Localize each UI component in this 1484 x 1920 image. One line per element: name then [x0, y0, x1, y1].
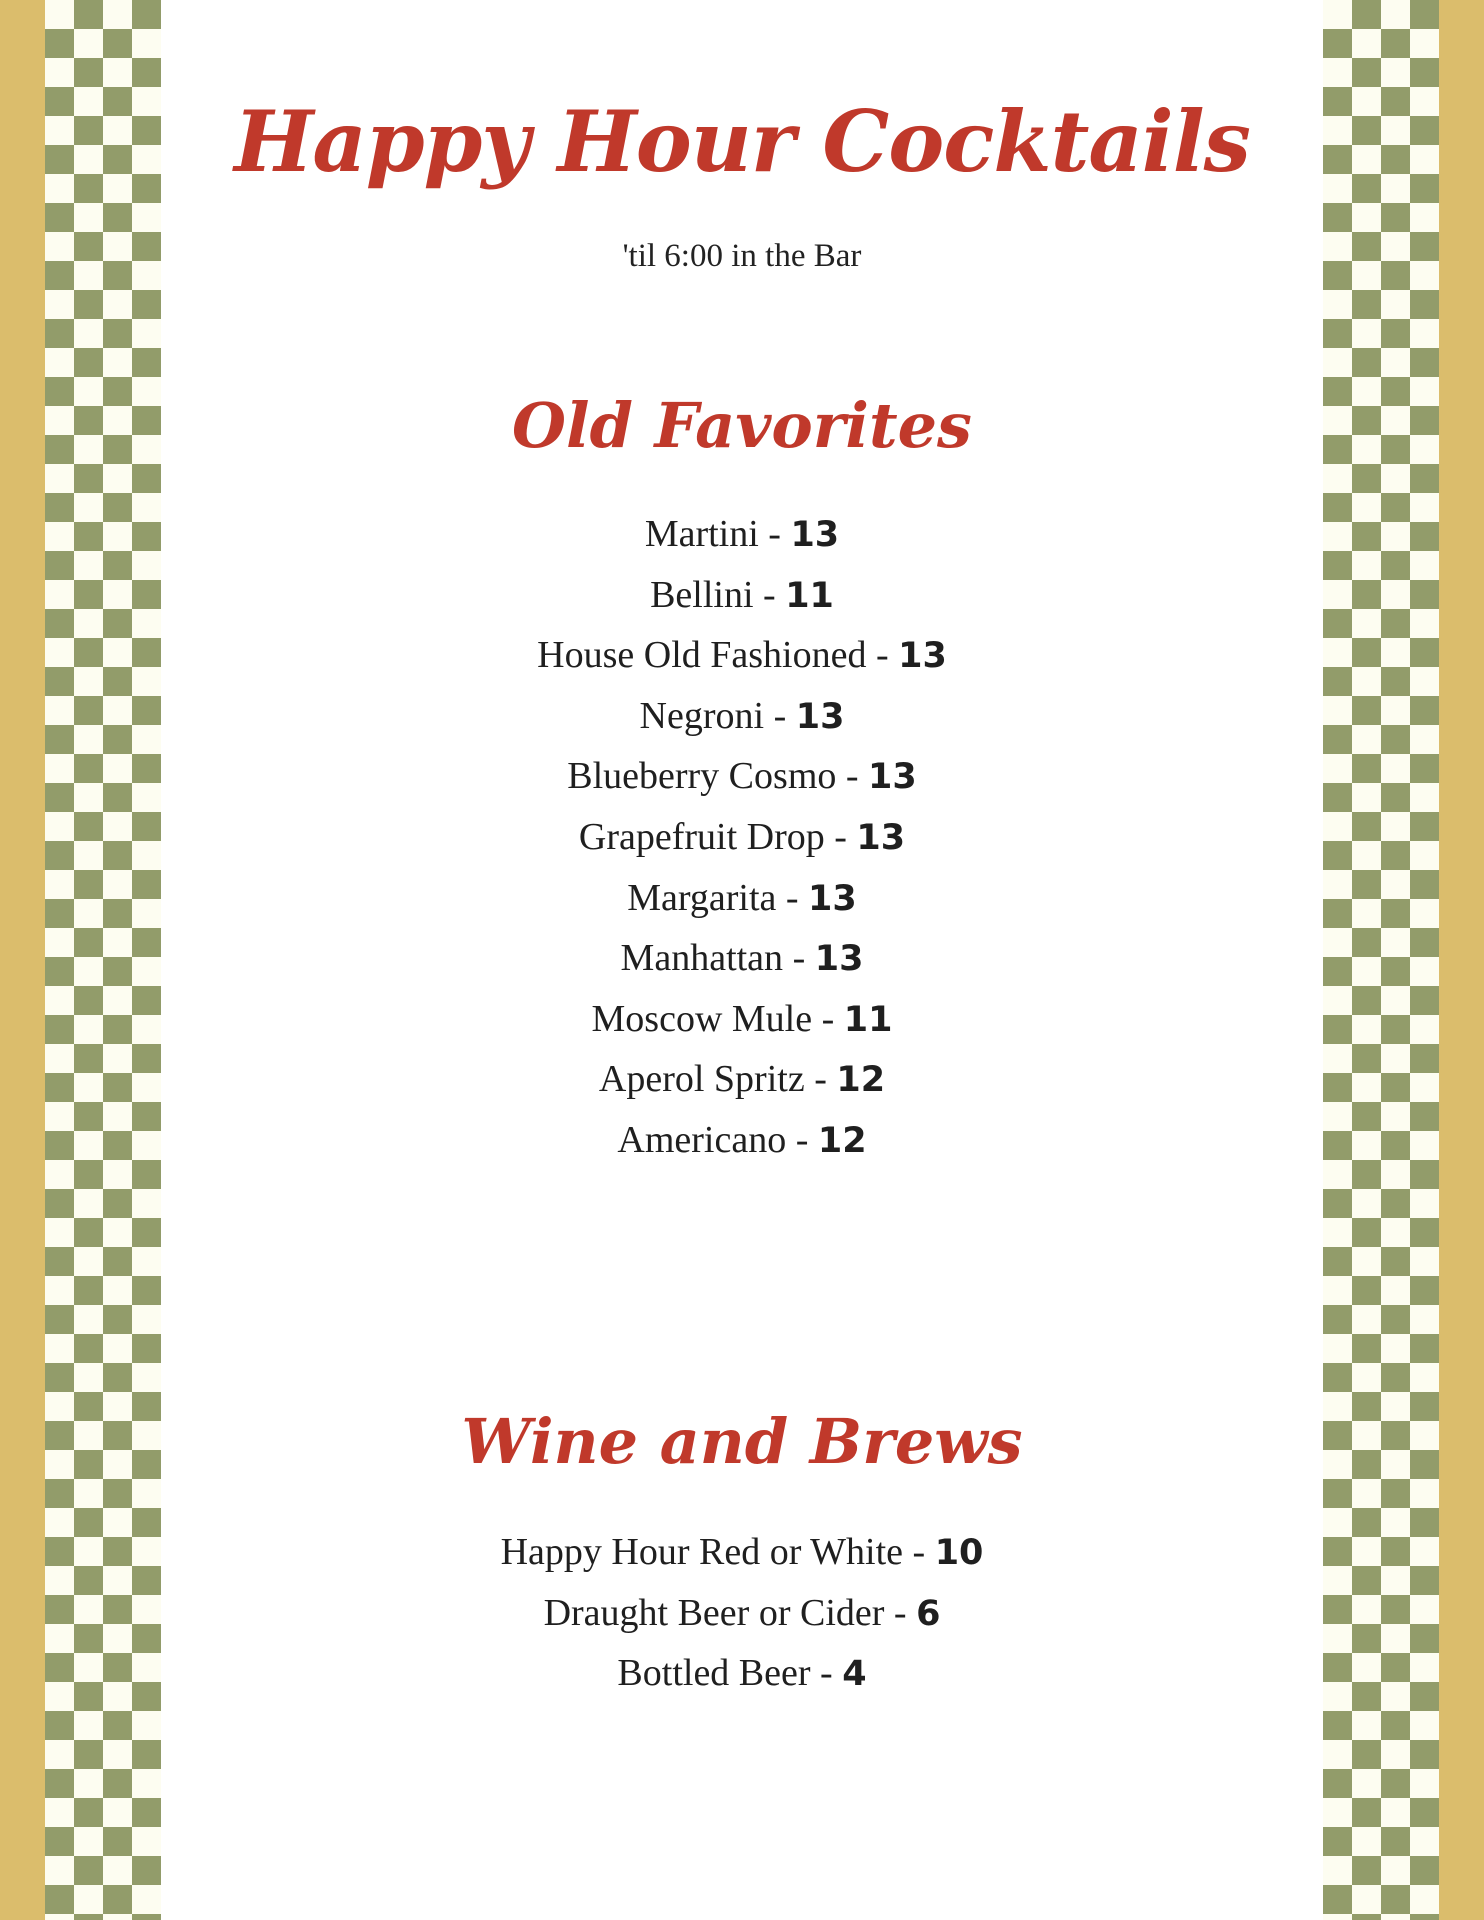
item-price: 12: [836, 1060, 886, 1101]
menu-item: Happy Hour Red or White - 10: [500, 1531, 984, 1573]
item-name: Draught Beer or Cider: [543, 1591, 885, 1634]
item-name: Martini: [644, 513, 759, 555]
item-name: Happy Hour Red or White: [500, 1531, 904, 1573]
item-name: Negroni: [639, 694, 765, 737]
menu-item: Aperol Spritz - 12: [598, 1058, 886, 1101]
item-price: 13: [808, 878, 857, 919]
left-checkered-border: [45, 0, 161, 1920]
menu-item: Draught Beer or Cider - 6: [543, 1591, 941, 1634]
item-price: 11: [843, 999, 893, 1040]
menu-item: Americano - 12: [617, 1118, 867, 1161]
item-price: 10: [934, 1533, 984, 1573]
right-gold-border: [1439, 0, 1484, 1920]
section-title-old-favorites: Old Favorites: [512, 389, 972, 462]
page-title: Happy Hour Cocktails: [234, 92, 1250, 191]
section-title-wine-and-brews: Wine and Brews: [461, 1405, 1023, 1478]
item-name: Blueberry Cosmo: [567, 755, 837, 798]
item-name: Americano: [617, 1118, 787, 1161]
page-subtitle: 'til 6:00 in the Bar: [622, 238, 862, 274]
menu-item: Margarita - 13: [627, 876, 857, 919]
wine-and-brews-list: [161, 1522, 1323, 1704]
item-price: 13: [790, 515, 840, 555]
item-price: 13: [856, 817, 906, 858]
item-price: 4: [842, 1654, 867, 1695]
item-price: 13: [898, 636, 947, 677]
item-price: 12: [817, 1120, 867, 1161]
item-name: Aperol Spritz: [598, 1058, 805, 1101]
item-name: Moscow Mule: [591, 997, 813, 1040]
item-price: 13: [868, 757, 917, 798]
item-price: 11: [785, 575, 834, 616]
menu-item: Manhattan - 13: [620, 937, 864, 980]
menu-item: Moscow Mule - 11: [591, 997, 893, 1040]
item-name: Bellini: [650, 573, 754, 616]
item-price: 13: [795, 696, 845, 737]
item-price: 13: [814, 939, 864, 980]
menu-item: Grapefruit Drop - 13: [578, 815, 906, 858]
item-name: House Old Fashioned: [537, 634, 867, 677]
left-gold-border: [0, 0, 45, 1920]
item-name: Grapefruit Drop: [578, 815, 825, 858]
menu-item: Blueberry Cosmo - 13: [567, 755, 917, 798]
item-name: Margarita: [627, 876, 777, 919]
menu-item: Bellini - 11: [650, 573, 834, 616]
item-name: Manhattan: [620, 937, 784, 980]
old-favorites-list: [161, 504, 1323, 1171]
menu-item: Martini - 13: [644, 513, 840, 555]
item-price: 6: [916, 1593, 941, 1634]
right-checkered-border: [1323, 0, 1439, 1920]
menu-item: Negroni - 13: [639, 694, 845, 737]
menu-item: Bottled Beer - 4: [617, 1652, 867, 1695]
menu-item: House Old Fashioned - 13: [537, 634, 947, 677]
item-name: Bottled Beer: [617, 1652, 811, 1695]
